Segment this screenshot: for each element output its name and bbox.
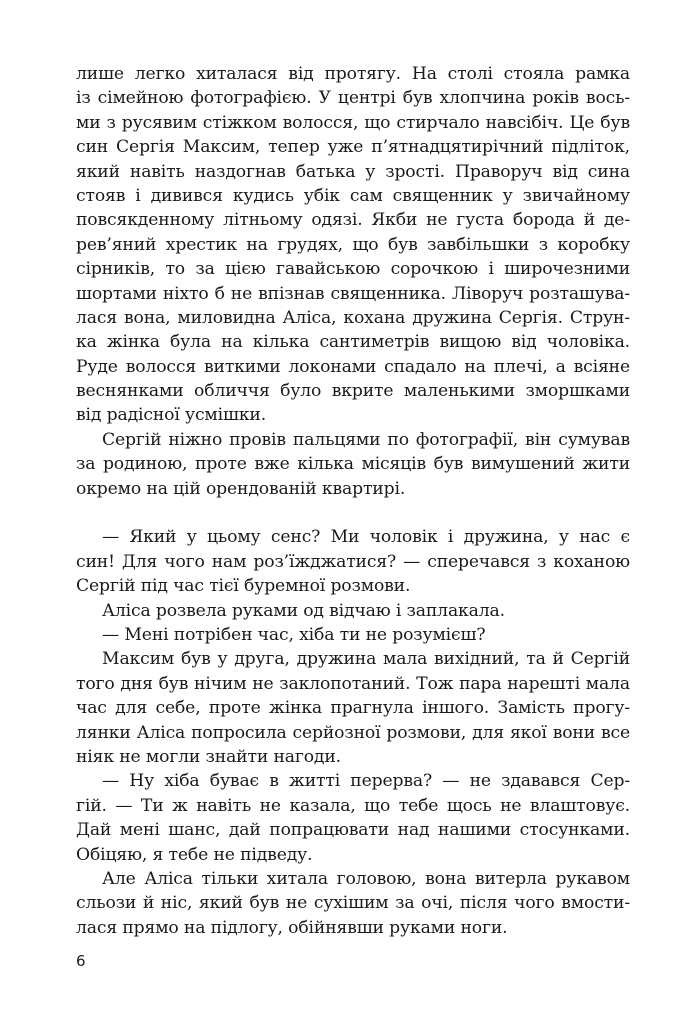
text-line: рев’яний хрестик на грудях, що був завбільшки з коробку [76,234,630,255]
text-line: гій. — Ти ж навіть не казала, що тебе щось не влаштовує. [76,795,630,816]
text-line: веснянками обличчя було вкрите маленькими зморшками [76,381,630,402]
text-line: Але Аліса тільки хитала головою, вона витерла рукавом [102,868,630,889]
text-line: лянки Аліса попросила серйозної розмови, для якої вони все [76,722,630,743]
text-line: стояв і дивився кудись убік сам священник у звичайному [76,185,630,206]
text-line: Аліса розвела руками од відчаю і заплакала. [102,600,505,621]
text-line: Максим був у друга, дружина мала вихідний, та й Сергій [102,649,630,670]
text-line: який навіть наздогнав батька у зрості. Праворуч від сина [76,161,630,182]
text-line: сльози й ніс, який був не сухішим за очі, після чого вмости- [76,893,630,914]
text-line: Дай мені шанс, дай попрацювати над нашими стосунками. [76,820,630,841]
text-line: окремо на цій орендованій квартирі. [76,478,406,499]
text-line: Сергій ніжно провів пальцями по фотографії, він сумував [102,429,630,450]
text-line: із сімейною фотографією. У центрі був хлопчина років вось- [76,88,630,109]
text-line: Руде волосся виткими локонами спадало на плечі, а всіяне [76,356,630,377]
text-line: ка жінка була на кілька сантиметрів вищою від чоловіка. [76,332,630,353]
text-line: — Ну хіба буває в житті перерва? — не здавався Сер- [102,771,630,792]
text-line: того дня був нічим не заклопотаний. Тож пара нарешті мала [76,673,630,694]
text-line: Сергій під час тієї буремної розмови. [76,576,411,597]
text-line: — Мені потрібен час, хіба ти не розумієш? [102,624,486,645]
text-line: лася прямо на підлогу, обійнявши руками ноги. [76,917,508,938]
paragraph-gap [76,501,630,525]
text-line: за родиною, проте вже кілька місяців був вимушений жити [76,454,630,475]
text-line: від радісної усмішки. [76,405,267,426]
page-number: 6 [76,952,86,970]
text-line: син! Для чого нам роз’їжджатися? — сперечався з коханою [76,551,630,572]
text-line: час для себе, проте жінка прагнула іншого. Замість прогу- [76,698,630,719]
text-line: лише легко хиталася від протягу. На столі стояла рамка [76,64,630,84]
text-line: сірників, то за цією гавайською сорочкою і широчезними [76,259,630,280]
page-body-text [76,62,630,940]
text-line: ми з русявим стіжком волосся, що стирчало навсібіч. Це був [76,112,630,133]
text-line: Обіцяю, я тебе не підведу. [76,844,313,865]
text-line: лася вона, миловидна Аліса, кохана дружина Сергія. Струн- [76,307,630,328]
text-line: ніяк не могли знайти нагоди. [76,746,341,767]
text-line: — Який у цьому сенс? Ми чоловік і дружина, у нас є [102,527,630,548]
text-line: шортами ніхто б не впізнав священника. Ліворуч розташува- [76,283,630,304]
text-line: син Сергія Максим, тепер уже п’ятнадцятирічний підліток, [76,137,630,158]
text-line: повсякденному літньому одязі. Якби не густа борода й де- [76,210,630,231]
